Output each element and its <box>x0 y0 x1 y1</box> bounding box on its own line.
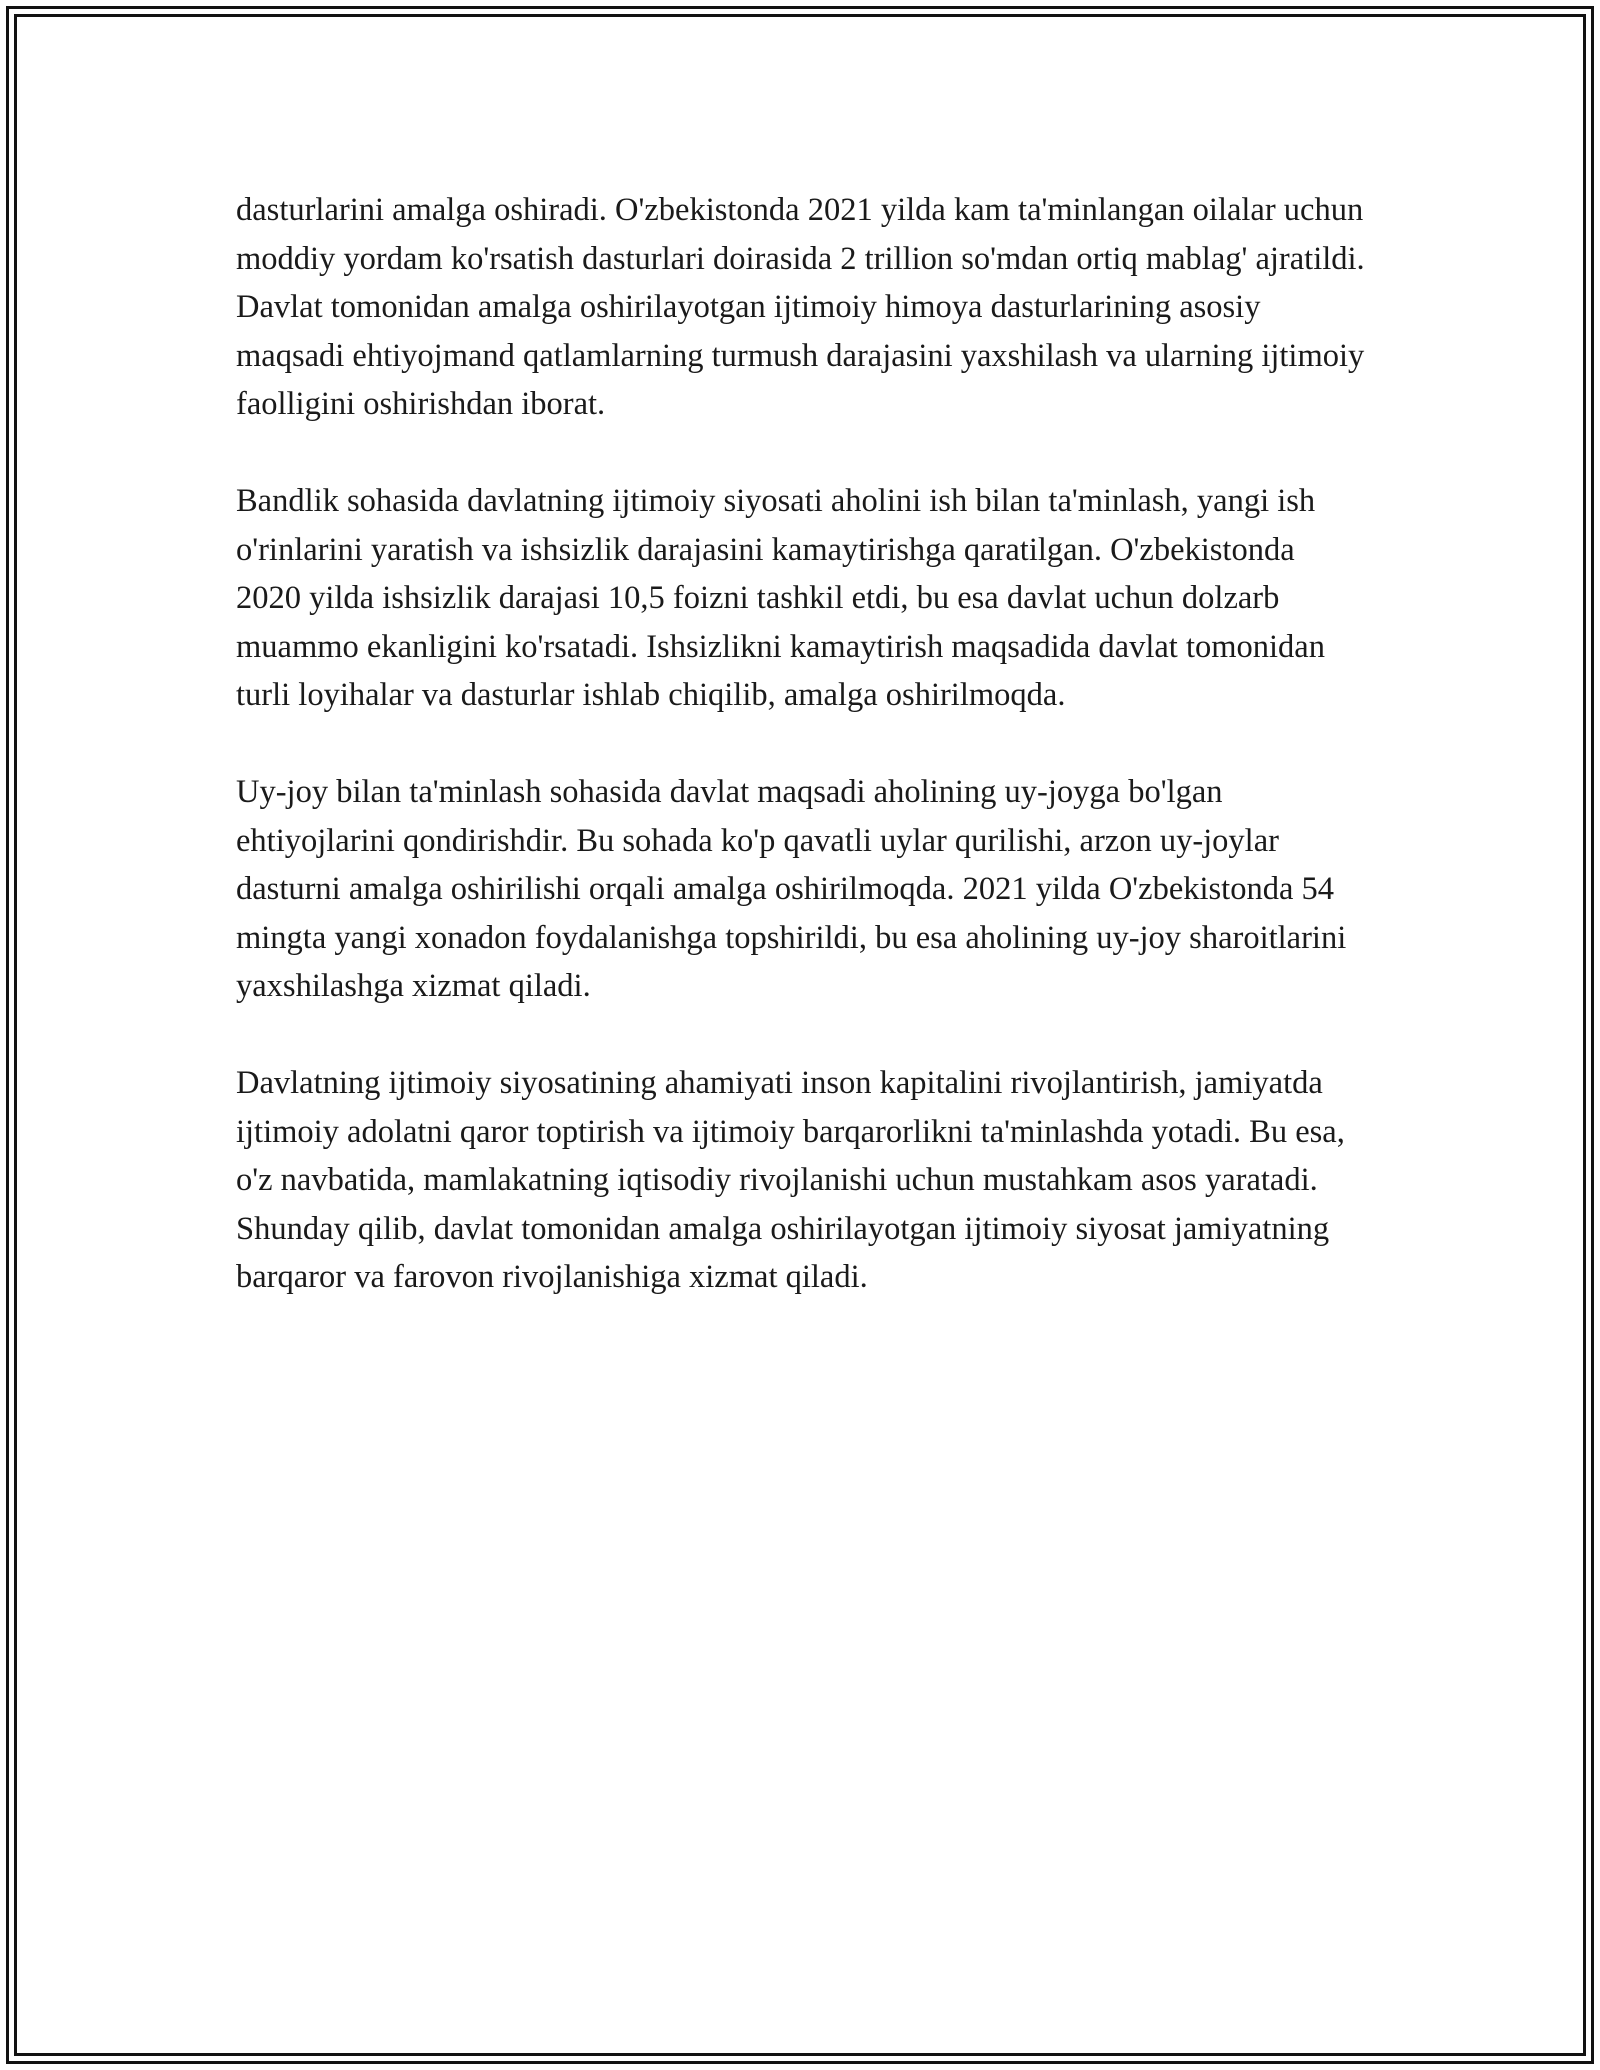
paragraph-employment: Bandlik sohasida davlatning ijtimoiy siyosati aholini ish bilan ta'minlash, yangi ish o'rinlarini yaratish va ishsizlik darajasini kamaytirishga qaratilgan. O'zbekistonda 2020 yilda ishsizlik darajasi 10,5 foizni tashkil etdi, bu esa davlat uchun dolzarb muammo ekanligini ko'rsatadi. Ishsizlikni kamaytirish maqsadida davlat tomonidan turli loyihalar va dasturlar ishlab chiqilib, amalga oshirilmoqda. <box>236 483 1325 713</box>
paragraph-social-assistance: dasturlarini amalga oshiradi. O'zbekistonda 2021 yilda kam ta'minlangan oilalar uchun moddiy yordam ko'rsatish dasturlari doirasida 2 trillion so'mdan ortiq mablag' ajratildi. Davlat tomonidan amalga oshirilayotgan ijtimoiy himoya dasturlarining asosiy maqsadi ehtiyojmand qatlamlarning turmush darajasini yaxshilash va ularning ijtimoiy faolligini oshirishdan iborat. <box>236 192 1365 422</box>
paragraph-conclusion: Davlatning ijtimoiy siyosatining ahamiyati inson kapitalini rivojlantirish, jamiyatda ijtimoiy adolatni qaror toptirish va ijtimoiy barqarorlikni ta'minlashda yotadi. Bu esa, o'z navbatida, mamlakatning iqtisodiy rivojlanishi uchun mustahkam asos yaratadi. Shunday qilib, davlat tomonidan amalga oshirilayotgan ijtimoiy siyosat jamiyatning barqaror va farovon rivojlanishiga xizmat qiladi. <box>236 1065 1345 1295</box>
paragraph-housing: Uy-joy bilan ta'minlash sohasida davlat maqsadi aholining uy-joyga bo'lgan ehtiyojlarini qondirishdir. Bu sohada ko'p qavatli uylar qurilishi, arzon uy-joylar dasturni amalga oshirilishi orqali amalga oshirilmoqda. 2021 yilda O'zbekistonda 54 mingta yangi xonadon foydalanishga topshirildi, bu esa aholining uy-joy sharoitlarini yaxshilashga xizmat qiladi. <box>236 774 1347 1004</box>
document-body <box>236 186 1366 1350</box>
